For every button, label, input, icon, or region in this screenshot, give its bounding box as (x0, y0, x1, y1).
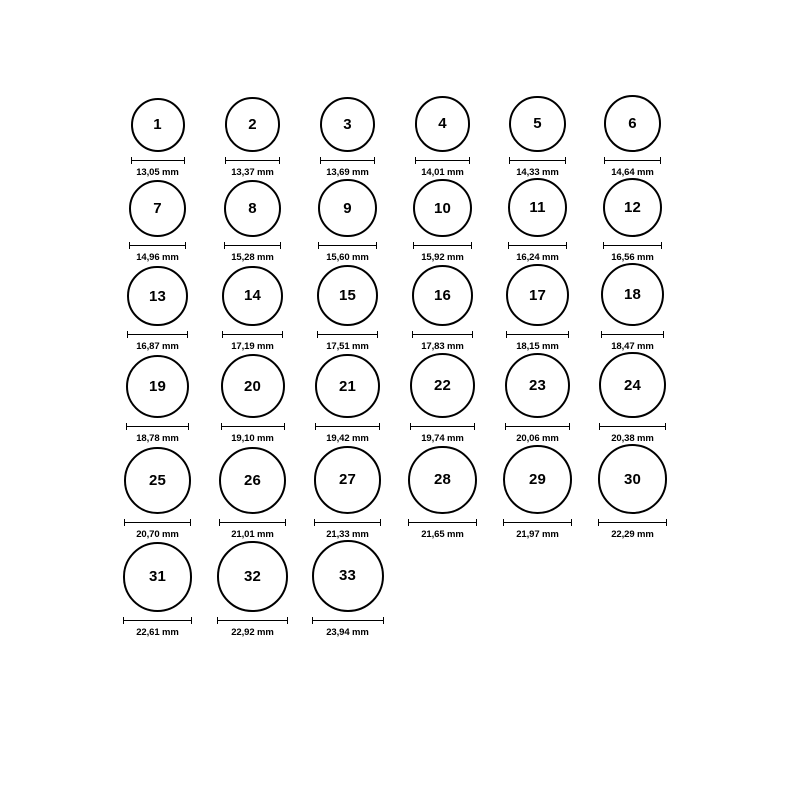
ring-size-cell[interactable] (300, 540, 395, 638)
ring-size-cell[interactable] (585, 95, 680, 178)
ring-circle-icon (408, 446, 476, 514)
ring-size-cell[interactable] (395, 179, 490, 264)
ring-measure (221, 423, 285, 444)
ring-size-label: 20 (243, 377, 262, 395)
ring-diameter-label: 14,01 mm (421, 166, 464, 178)
caliper-icon (601, 331, 664, 338)
ring-size-label: 22 (433, 377, 452, 395)
ring-size-label: 30 (623, 470, 642, 488)
ring-size-label: 12 (623, 198, 642, 216)
ring-diameter-label: 20,70 mm (136, 528, 179, 540)
ring-size-label: 21 (338, 377, 357, 395)
ring-circle-icon (315, 354, 380, 419)
ring-size-cell[interactable] (205, 541, 300, 637)
ring-circle-icon (410, 353, 475, 418)
ring-size-cell[interactable] (300, 446, 395, 540)
ring-measure (603, 242, 663, 263)
ring-circle-wrap (312, 540, 384, 612)
ring-measure (505, 423, 571, 444)
ring-circle-icon (217, 541, 287, 611)
ring-circle-wrap (317, 265, 378, 326)
ring-circle-wrap (225, 97, 280, 152)
ring-circle-icon (131, 98, 185, 152)
ring-circle-icon (317, 265, 378, 326)
caliper-icon (222, 331, 283, 338)
ring-size-label: 3 (343, 115, 352, 133)
ring-size-label: 2 (248, 115, 257, 133)
ring-circle-icon (603, 178, 663, 238)
caliper-icon (503, 519, 572, 526)
caliper-icon (129, 242, 186, 249)
caliper-icon (410, 423, 475, 430)
ring-diameter-label: 22,92 mm (231, 626, 274, 638)
caliper-icon (124, 519, 191, 526)
ring-size-label: 5 (533, 115, 542, 133)
ring-size-cell[interactable] (490, 353, 585, 445)
caliper-icon (509, 157, 565, 164)
ring-circle-wrap (222, 266, 283, 327)
ring-circle-wrap (508, 178, 567, 237)
ring-circle-wrap (123, 542, 193, 612)
ring-size-cell[interactable] (585, 178, 680, 264)
ring-size-label: 18 (623, 286, 642, 304)
ring-size-cell[interactable] (110, 98, 205, 178)
ring-measure (412, 331, 474, 352)
ring-circle-wrap (124, 447, 191, 514)
ring-circle-icon (413, 179, 472, 238)
caliper-icon (315, 423, 380, 430)
ring-size-cell[interactable] (300, 97, 395, 178)
ring-diameter-label: 21,97 mm (516, 528, 559, 540)
ring-measure (599, 423, 665, 444)
ring-measure (225, 157, 280, 178)
ring-diameter-label: 13,37 mm (231, 166, 274, 178)
ring-diameter-label: 14,64 mm (611, 166, 654, 178)
ring-circle-icon (225, 97, 280, 152)
ring-measure (224, 242, 282, 263)
ring-circle-icon (415, 96, 471, 152)
ring-circle-icon (314, 446, 382, 514)
ring-size-label: 1 (153, 116, 162, 134)
ring-row (110, 352, 690, 444)
ring-circle-wrap (221, 354, 285, 418)
ring-size-label: 26 (243, 471, 262, 489)
ring-size-label: 24 (623, 376, 642, 394)
ring-diameter-label: 22,61 mm (136, 626, 179, 638)
ring-size-cell[interactable] (395, 265, 490, 353)
ring-circle-wrap (506, 264, 568, 326)
caliper-icon (413, 242, 472, 249)
ring-size-cell[interactable] (490, 96, 585, 178)
caliper-icon (508, 242, 567, 249)
ring-size-cell[interactable] (205, 354, 300, 444)
ring-diameter-label: 13,69 mm (326, 166, 369, 178)
ring-diameter-label: 21,65 mm (421, 528, 464, 540)
ring-size-label: 9 (343, 199, 352, 217)
ring-row (110, 95, 690, 178)
ring-size-cell[interactable] (585, 444, 680, 539)
ring-size-label: 33 (338, 567, 357, 585)
ring-measure (131, 157, 185, 178)
ring-circle-wrap (219, 447, 286, 514)
ring-measure (217, 617, 287, 638)
ring-measure (415, 157, 471, 178)
caliper-icon (314, 519, 382, 526)
caliper-icon (598, 519, 667, 526)
ring-measure (601, 331, 664, 352)
ring-circle-wrap (412, 265, 474, 327)
ring-circle-wrap (599, 352, 665, 418)
ring-diameter-label: 17,19 mm (231, 341, 274, 353)
ring-circle-wrap (598, 444, 667, 513)
caliper-icon (603, 242, 663, 249)
ring-size-label: 13 (148, 287, 167, 305)
ring-circle-icon (312, 540, 384, 612)
ring-size-label: 31 (148, 568, 167, 586)
ring-measure (222, 331, 283, 352)
ring-circle-icon (506, 264, 568, 326)
ring-circle-icon (412, 265, 474, 327)
ring-circle-wrap (604, 95, 661, 152)
caliper-icon (318, 242, 376, 249)
ring-size-label: 11 (529, 199, 546, 217)
caliper-icon (126, 423, 190, 430)
ring-row (110, 444, 690, 539)
ring-measure (127, 331, 187, 352)
ring-circle-icon (124, 447, 191, 514)
ring-circle-wrap (318, 179, 376, 237)
ring-circle-wrap (415, 96, 471, 152)
ring-size-label: 14 (243, 287, 262, 305)
ring-circle-wrap (601, 263, 664, 326)
ring-diameter-label: 23,94 mm (326, 626, 369, 638)
ring-circle-icon (129, 180, 186, 237)
ring-size-cell[interactable] (205, 266, 300, 353)
caliper-icon (412, 331, 474, 338)
caliper-icon (408, 519, 476, 526)
ring-size-cell[interactable] (205, 180, 300, 264)
ring-size-cell[interactable] (110, 266, 205, 352)
ring-size-label: 19 (148, 378, 167, 396)
ring-size-cell[interactable] (395, 446, 490, 540)
caliper-icon (224, 242, 282, 249)
ring-measure (123, 617, 193, 638)
ring-measure (408, 519, 476, 540)
ring-diameter-label: 18,15 mm (516, 341, 559, 353)
ring-circle-wrap (315, 354, 380, 419)
caliper-icon (123, 617, 193, 624)
ring-circle-icon (318, 179, 376, 237)
ring-diameter-label: 21,33 mm (326, 528, 369, 540)
ring-size-label: 8 (248, 200, 257, 218)
ring-measure (124, 519, 191, 540)
ring-size-cell[interactable] (585, 352, 680, 444)
ring-measure (126, 423, 190, 444)
ring-circle-icon (601, 263, 664, 326)
ring-diameter-label: 15,60 mm (326, 252, 369, 264)
ring-diameter-label: 19,10 mm (231, 433, 274, 445)
ring-measure (413, 242, 472, 263)
ring-circle-icon (599, 352, 665, 418)
ring-measure (317, 331, 378, 352)
ring-circle-icon (123, 542, 193, 612)
caliper-icon (317, 331, 378, 338)
ring-circle-icon (509, 96, 565, 152)
ring-circle-wrap (224, 180, 282, 238)
ring-circle-wrap (129, 180, 186, 237)
ring-size-label: 7 (153, 200, 162, 218)
ring-measure (320, 157, 375, 178)
ring-measure (219, 519, 286, 540)
ring-size-cell[interactable] (300, 354, 395, 445)
ring-circle-icon (224, 180, 282, 238)
ring-diameter-label: 15,92 mm (421, 252, 464, 264)
ring-diameter-label: 19,74 mm (421, 433, 464, 445)
ring-diameter-label: 16,87 mm (136, 341, 179, 353)
ring-circle-wrap (413, 179, 472, 238)
ring-size-label: 32 (243, 568, 262, 586)
ring-measure (314, 519, 382, 540)
ring-circle-wrap (503, 445, 572, 514)
ring-circle-icon (222, 266, 283, 327)
ring-size-cell[interactable] (490, 178, 585, 263)
ring-size-label: 29 (528, 470, 547, 488)
ring-circle-icon (505, 353, 571, 419)
caliper-icon (131, 157, 185, 164)
ring-measure (129, 242, 186, 263)
ring-circle-wrap (408, 446, 476, 514)
ring-diameter-label: 20,06 mm (516, 433, 559, 445)
ring-diameter-label: 18,78 mm (136, 433, 179, 445)
ring-measure (508, 242, 567, 263)
ring-measure (598, 519, 667, 540)
ring-size-cell[interactable] (490, 264, 585, 352)
caliper-icon (225, 157, 280, 164)
ring-circle-wrap (320, 97, 375, 152)
ring-diameter-label: 18,47 mm (611, 341, 654, 353)
ring-size-cell[interactable] (205, 97, 300, 178)
ring-size-label: 27 (338, 471, 357, 489)
ring-diameter-label: 14,33 mm (516, 166, 559, 178)
ring-circle-wrap (505, 353, 571, 419)
ring-size-cell[interactable] (395, 96, 490, 178)
ring-diameter-label: 15,28 mm (231, 252, 274, 264)
ring-measure (315, 423, 380, 444)
caliper-icon (505, 423, 571, 430)
ring-size-label: 4 (438, 115, 447, 133)
ring-diameter-label: 20,38 mm (611, 433, 654, 445)
ring-size-label: 16 (433, 286, 452, 304)
ring-circle-icon (598, 444, 667, 513)
caliper-icon (415, 157, 471, 164)
ring-size-cell[interactable] (490, 445, 585, 540)
ring-diameter-label: 22,29 mm (611, 528, 654, 540)
ring-circle-icon (508, 178, 567, 237)
ring-size-cell[interactable] (110, 542, 205, 638)
ring-size-label: 10 (433, 199, 452, 217)
caliper-icon (320, 157, 375, 164)
ring-circle-wrap (410, 353, 475, 418)
ring-diameter-label: 16,56 mm (611, 252, 654, 264)
ring-size-label: 25 (148, 471, 167, 489)
caliper-icon (217, 617, 287, 624)
ring-diameter-label: 17,51 mm (326, 341, 369, 353)
ring-size-label: 28 (433, 471, 452, 489)
ring-size-cell[interactable] (300, 179, 395, 263)
ring-size-cell[interactable] (395, 353, 490, 444)
ring-size-label: 6 (628, 114, 637, 132)
caliper-icon (127, 331, 187, 338)
ring-circle-icon (219, 447, 286, 514)
ring-circle-icon (127, 266, 187, 326)
caliper-icon (599, 423, 665, 430)
ring-measure (509, 157, 565, 178)
ring-diameter-label: 13,05 mm (136, 166, 179, 178)
ring-diameter-label: 14,96 mm (136, 252, 179, 264)
caliper-icon (506, 331, 568, 338)
ring-diameter-label: 21,01 mm (231, 528, 274, 540)
ring-circle-wrap (217, 541, 287, 611)
ring-diameter-label: 16,24 mm (516, 252, 559, 264)
ring-size-cell[interactable] (110, 180, 205, 263)
ring-row (110, 263, 690, 352)
ring-diameter-label: 19,42 mm (326, 433, 369, 445)
ring-measure (318, 242, 376, 263)
ring-circle-icon (604, 95, 661, 152)
ring-size-label: 23 (528, 377, 547, 395)
ring-size-cell[interactable] (585, 263, 680, 352)
ring-circle-wrap (509, 96, 565, 152)
ring-measure (410, 423, 475, 444)
caliper-icon (312, 617, 384, 624)
ring-size-cell[interactable] (110, 447, 205, 540)
ring-row (110, 178, 690, 264)
ring-circle-icon (126, 355, 190, 419)
caliper-icon (219, 519, 286, 526)
ring-circle-wrap (131, 98, 185, 152)
ring-circle-wrap (314, 446, 382, 514)
ring-circle-wrap (126, 355, 190, 419)
ring-circle-icon (221, 354, 285, 418)
ring-circle-icon (320, 97, 375, 152)
ring-size-label: 15 (338, 287, 357, 305)
ring-size-cell[interactable] (110, 355, 205, 445)
ring-measure (503, 519, 572, 540)
ring-circle-wrap (127, 266, 187, 326)
ring-size-label: 17 (528, 286, 547, 304)
ring-measure (604, 157, 661, 178)
ring-size-cell[interactable] (205, 447, 300, 540)
ring-size-cell[interactable] (300, 265, 395, 352)
ring-circle-wrap (603, 178, 663, 238)
ring-measure (506, 331, 568, 352)
caliper-icon (604, 157, 661, 164)
ring-circle-icon (503, 445, 572, 514)
caliper-icon (221, 423, 285, 430)
ring-diameter-label: 17,83 mm (421, 341, 464, 353)
ring-measure (312, 617, 384, 638)
ring-row (110, 540, 690, 638)
